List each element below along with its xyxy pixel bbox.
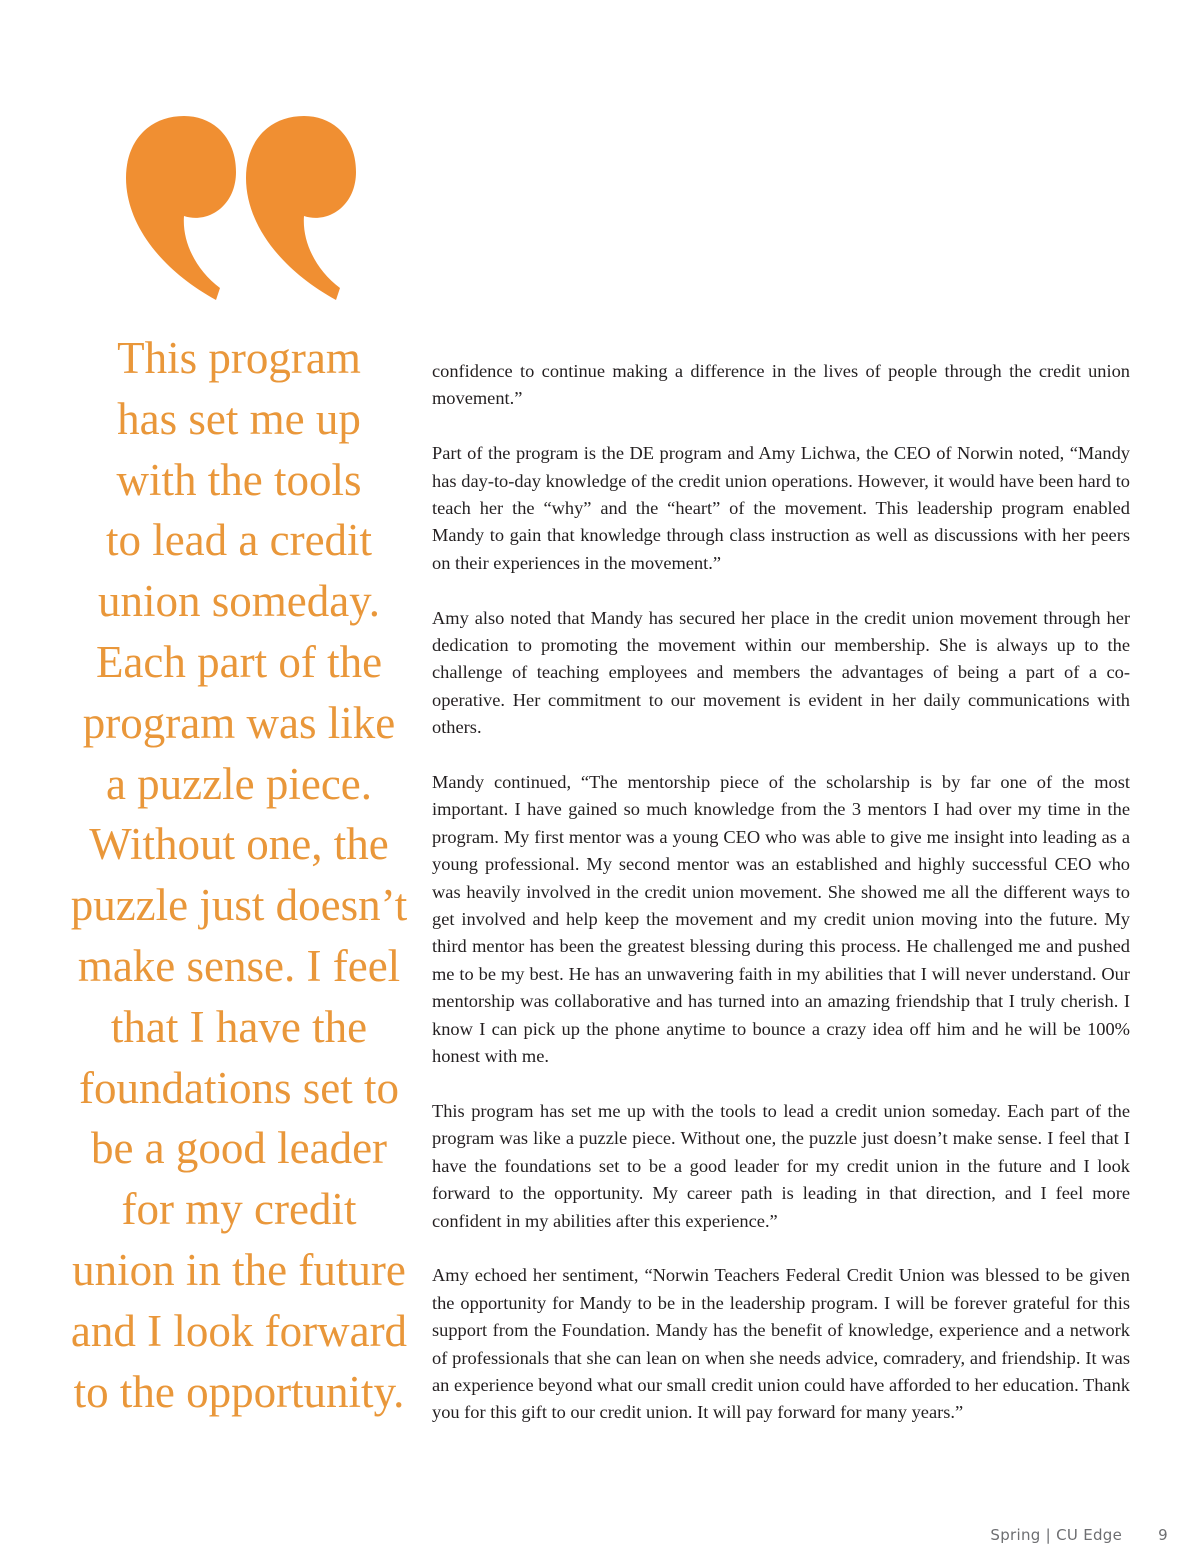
publication-name: Spring | CU Edge [990,1526,1123,1544]
pull-quote-line: union someday. [97,576,381,627]
pull-quote-line: with the tools [116,454,362,505]
pull-quote [58,328,420,1422]
body-paragraph: Mandy continued, “The mentorship piece of the scholarship is by far one of the most important. I have gained so much knowledge from the 3 mentors I had over my time in the program. My first mentor was a young CEO who was able to give me insight into leading as a young professional. My second mentor was an established and highly successful CEO who was heavily involved in the credit union movement. She showed me all the different ways to get involved and help keep the movement and my credit union moving into the future. My third mentor has been the greatest blessing during this process. He challenged me and pushed me to be my best. He has an unwavering faith in my abilities that I will never understand. Our mentorship was collaborative and has turned into an amazing friendship that I truly cherish. I know I can pick up the phone anytime to bounce a crazy idea off him and he will be 100% honest with me. [432,772,1130,1067]
pull-quote-line: to lead a credit [105,515,373,566]
pull-quote-line: that I have the [110,1001,368,1052]
pull-quote-line: be a good leader [90,1123,388,1174]
pull-quote-line: program was like [82,697,396,748]
pull-quote-line: This program [117,333,361,383]
body-paragraph: Part of the program is the DE program and Amy Lichwa, the CEO of Norwin noted, “Mandy has day-to-day knowledge of the credit union operations. However, it would have been hard to teach her the “why” and the “heart” of the movement. This leadership program enabled Mandy to gain that knowledge through class instruction as well as discussions with her peers on their experiences in the movement.” [432,443,1130,573]
article-body [432,358,1130,1454]
pull-quote-line: for my credit [121,1184,357,1235]
pull-quote-line: and I look forward [70,1305,408,1356]
page-number: 9 [1158,1526,1168,1544]
body-paragraph: Amy also noted that Mandy has secured her place in the credit union movement through her dedication to promoting the movement within our membership. She is always up to the challenge of teaching employees and members the advantages of being a part of a co-operative. Her commitment to our movement is evident in her daily communications with others. [432,607,1130,738]
pull-quote-line: Each part of the [95,636,383,687]
body-paragraph: This program has set me up with the tools to lead a credit union someday. Each part of the program was like a puzzle piece. Without one, the puzzle just doesn’t make sense. I feel that I have the foundations set to be a good leader for my credit union in the future and I look forward to the opportunity. My career path is leading in that direction, and I feel more confident in my abilities after this experience.” [432,1100,1130,1231]
body-paragraph: Amy echoed her sentiment, “Norwin Teachers Federal Credit Union was blessed to be given the opportunity for Mandy to be in the leadership program. I will be forever grateful for this support from the Foundation. Mandy has the benefit of knowledge, experience and a network of professionals that she can lean on when she needs advice, comradery, and friendship. It was an experience beyond what our small credit union could have afforded to her education. Thank you for this gift to our credit union. It will pay forward for many years.” [432,1265,1130,1423]
pull-quote-line: union in the future [72,1244,406,1295]
quotation-mark-icon [120,112,360,304]
pull-quote-line: make sense. I feel [77,940,401,991]
pull-quote-line: foundations set to [79,1062,399,1113]
pull-quote-line: puzzle just doesn’t [70,880,408,931]
pull-quote-line: a puzzle piece. [105,758,373,809]
page-footer [990,1526,1168,1544]
body-paragraph: confidence to continue making a difference in the lives of people through the credit union movement.” [432,361,1130,409]
pull-quote-line: has set me up [117,393,361,444]
pull-quote-line: Without one, the [89,819,389,870]
pull-quote-line: to the opportunity. [73,1366,405,1417]
